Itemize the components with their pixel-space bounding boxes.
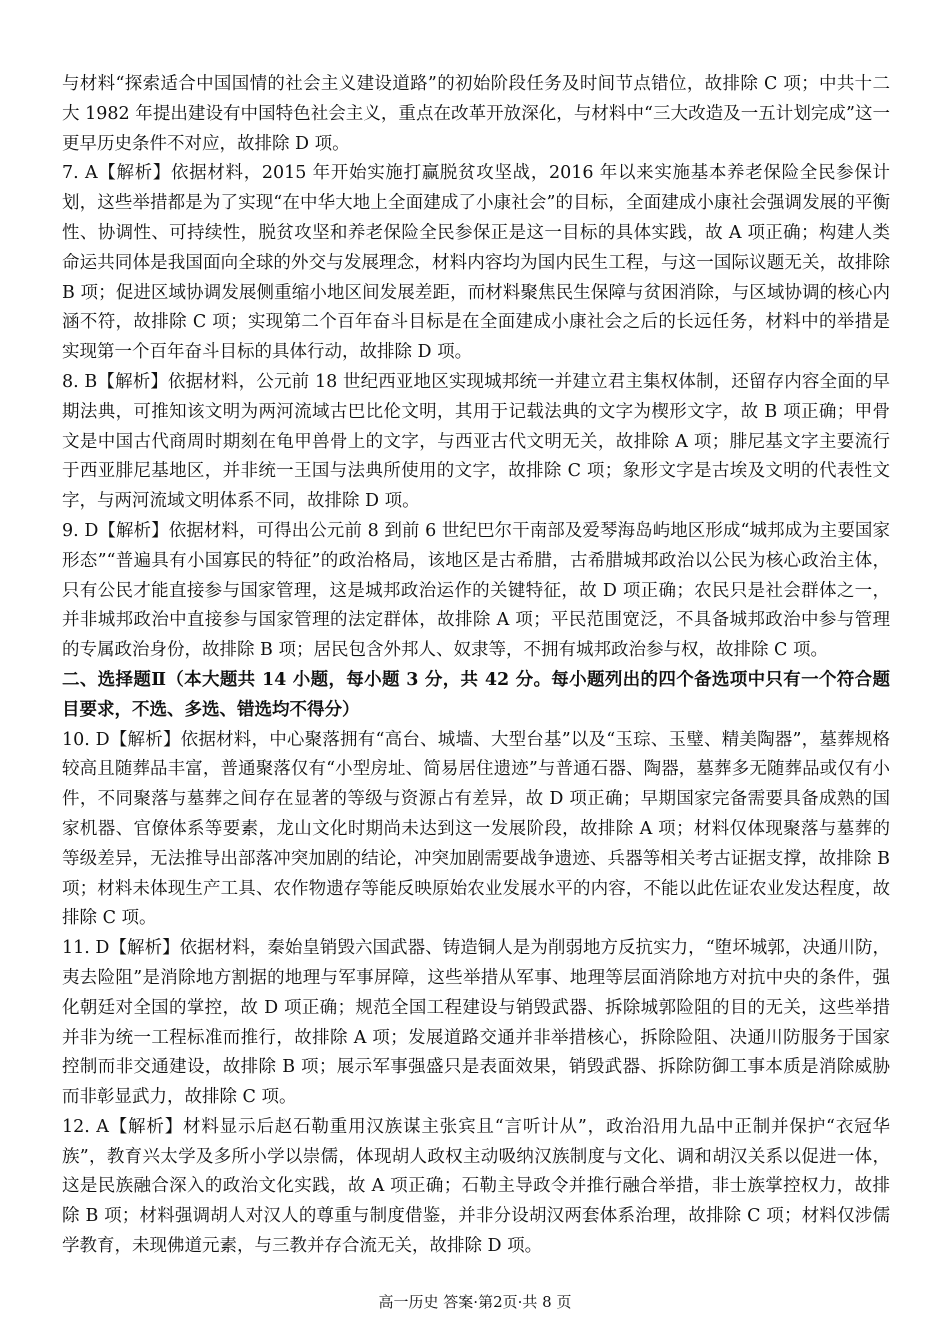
paragraph-continued-answer-6: 与材料“探索适合中国国情的社会主义建设道路”的初始阶段任务及时间节点错位，故排除 C 项；中共十二大 1982 年提出建设有中国特色社会主义，重点在改革开放深化，与材料中“三大改造及一五计划完成”这一更早历史条件不对应，故排除 D 项。 [62, 74, 890, 154]
paragraph-answer-11: 11. D【解析】依据材料，秦始皇销毁六国武器、铸造铜人是为削弱地方反抗实力，“堕坏城郭，决通川防，夷去险阻”是消除地方割据的地理与军事屏障，这些举措从军事、地理等层面消除地方对抗中央的条件，强化朝廷对全国的掌控，故 D 项正确；规范全国工程建设与销毁武器、拆除城郭险阻的目的无关，这些举措并非为统一工程标准而推行，故排除 A 项；发展道路交通并非举措核心，拆除险阻、决通川防服务于国家控制而非交通建设，故排除 B 项；展示军事强盛只是表面效果，销毁武器、拆除防御工事本质是消除威胁而非彰显武力，故排除 C 项。 [62, 938, 890, 1108]
paragraph-answer-9: 9. D【解析】依据材料，可得出公元前 8 到前 6 世纪巴尔干南部及爱琴海岛屿地区形成“城邦成为主要国家形态”“普遍具有小国寡民的特征”的政治格局，该地区是古希腊，古希腊城邦政治以公民为核心政治主体，只有公民才能直接参与国家管理，这是城邦政治运作的关键特征，故 D 项正确；农民只是社会群体之一，并非城邦政治中直接参与国家管理的法定群体，故排除 A 项；平民范围宽泛，不具备城邦政治中参与管理的专属政治身份，故排除 B 项；居民包含外邦人、奴隶等，不拥有城邦政治参与权，故排除 C 项。 [62, 520, 890, 661]
answer-page-body [62, 70, 890, 1262]
paragraph-answer-8: 8. B【解析】依据材料，公元前 18 世纪西亚地区实现城邦统一并建立君主集权体制，还留存内容全面的早期法典，可推知该文明为两河流域古巴比伦文明，其用于记载法典的文字为楔形文字，故 B 项正确；甲骨文是中国古代商周时期刻在龟甲兽骨上的文字，与西亚古代文明无关，故排除 A 项；腓尼基文字主要流行于西亚腓尼基地区，并非统一王国与法典所使用的文字，故排除 C 项；象形文字是古埃及文明的代表性文字，与两河流域文明体系不同，故排除 D 项。 [62, 371, 890, 512]
paragraph-answer-10: 10. D【解析】依据材料，中心聚落拥有“高台、城墙、大型台基”以及“玉琮、玉璧、精美陶器”，墓葬规格较高且随葬品丰富，普通聚落仅有“小型房址、简易居住遗迹”与普通石器、陶器，墓葬多无随葬品或仅有小件，不同聚落与墓葬之间存在显著的等级与资源占有差异，故 D 项正确；早期国家完备需要具备成熟的国家机器、官僚体系等要素，龙山文化时期尚未达到这一发展阶段，故排除 A 项；材料仅体现聚落与墓葬的等级差异，无法推导出部落冲突加剧的结论，冲突加剧需要战争遗迹、兵器等相关考古证据支撑，故排除 B 项；材料未体现生产工具、农作物遗存等能反映原始农业发展水平的内容，不能以此佐证农业发达程度，故排除 C 项。 [62, 729, 890, 929]
paragraph-answer-7: 7. A【解析】依据材料，2015 年开始实施打赢脱贫攻坚战，2016 年以来实施基本养老保险全民参保计划，这些举措都是为了实现“在中华大地上全面建成了小康社会”的目标，全面建成小康社会强调发展的平衡性、协调性、可持续性，脱贫攻坚和养老保险全民参保正是这一目标的具体实践，故 A 项正确；构建人类命运共同体是我国面向全球的外交与发展理念，材料内容均为国内民生工程，与这一国际议题无关，故排除 B 项；促进区域协调发展侧重缩小地区间发展差距，而材料聚焦民生保障与贫困消除，与区域协调的核心内涵不符，故排除 C 项；实现第二个百年奋斗目标是在全面建成小康社会之后的长远任务，材料中的举措是实现第一个百年奋斗目标的具体行动，故排除 D 项。 [62, 163, 890, 363]
page-footer: 高一历史 答案·第2页·共 8 页 [378, 1293, 572, 1311]
paragraph-answer-12: 12. A【解析】材料显示后赵石勒重用汉族谋主张宾且“言听计从”，政治沿用九品中正制并保护“衣冠华族”，教育兴太学及多所小学以崇儒，体现胡人政权主动吸纳汉族制度与文化、调和胡汉关系以促进一体，这是民族融合深入的政治文化实践，故 A 项正确；石勒主导政令并推行融合举措，非士族掌控权力，故排除 B 项；材料强调胡人对汉人的尊重与制度借鉴，并非分设胡汉两套体系治理，故排除 C 项；材料仅涉儒学教育，未现佛道元素，与三教并存合流无关，故排除 D 项。 [62, 1116, 890, 1257]
section-heading-choice-2: 二、选择题Ⅱ（本大题共 14 小题，每小题 3 分，共 42 分。每小题列出的四个备选项中只有一个符合题目要求，不选、多选、错选均不得分） [62, 669, 890, 720]
